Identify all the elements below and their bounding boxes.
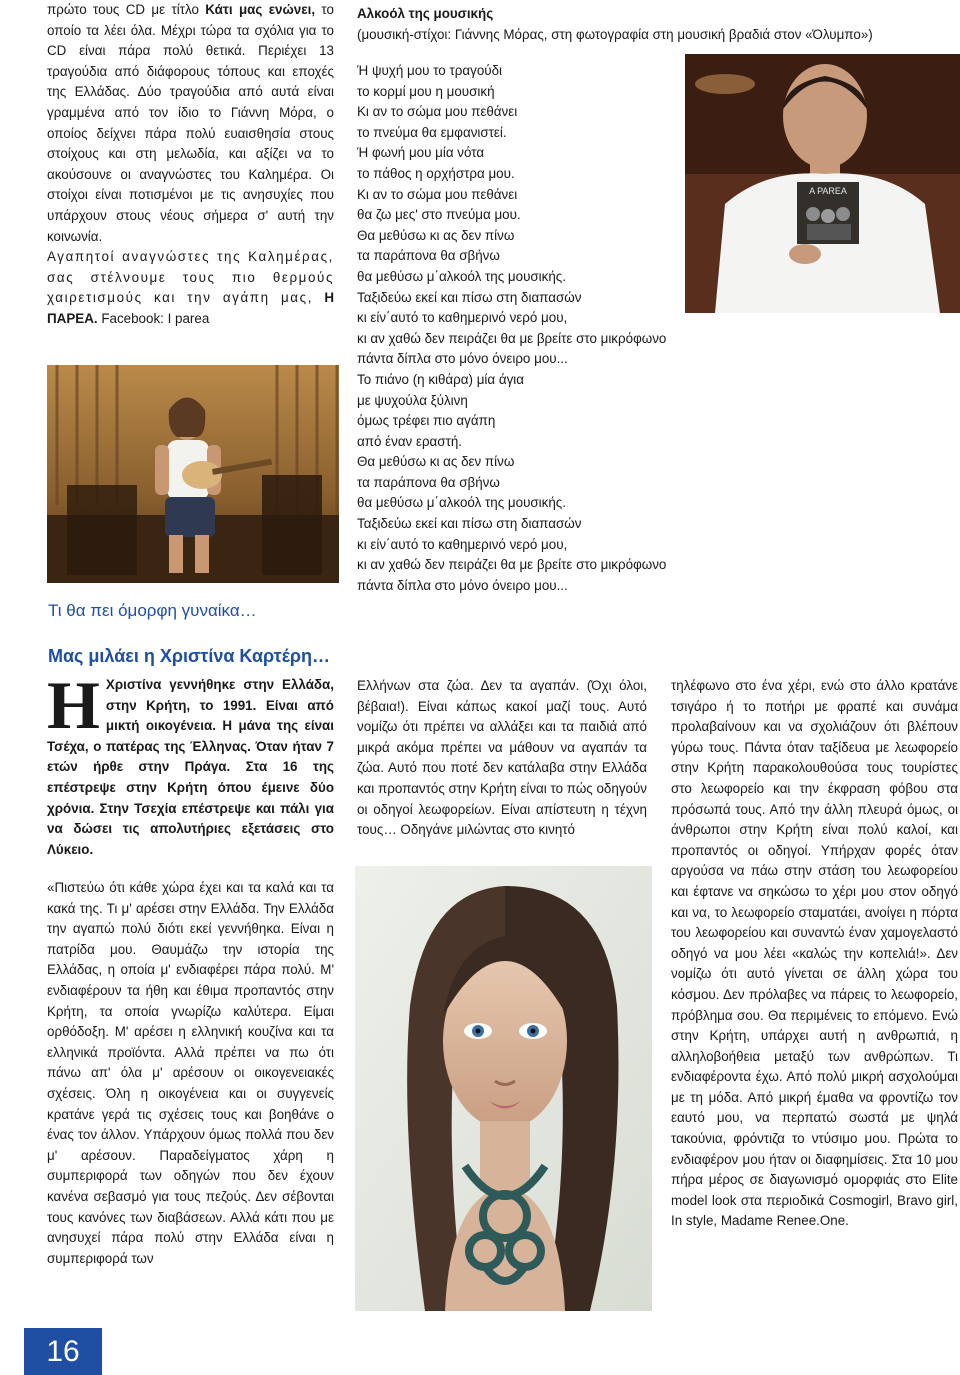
poem-line: Κι αν το σώμα μου πεθάνει bbox=[357, 186, 518, 202]
poem-line: τα παράπονα θα σβήνω bbox=[357, 248, 500, 264]
singer-with-cd-photo bbox=[685, 54, 960, 313]
poem-line: όμως τρέφει πιο αγάπη bbox=[357, 413, 496, 429]
guitarist-studio-photo bbox=[47, 365, 339, 583]
poem-line: θα μεθύσω μ΄αλκοόλ της μουσικής. bbox=[357, 268, 566, 284]
poem-line: πάντα δίπλα στο μόνο όνειρο μου... bbox=[357, 577, 568, 593]
intro-lead: πρώτο τους CD με τίτλο bbox=[47, 2, 206, 17]
article-subtitle: Μας μιλάει η Χριστίνα Καρτέρη… bbox=[48, 646, 330, 666]
interview-col-1: «Πιστεύω ότι κάθε χώρα έχει και τα καλά και τα κακά της. Τι μ' αρέσει στην Ελλάδα. Την Ελλάδα την αγαπώ πολύ διότι εκεί γεννήθηκα. Είναι η πατρίδα μου. Θαυμάζω την ιστορία της Ελλάδας, η οποία μ' ενδιαφέρει πάρα πολύ. Μ' ενδιαφέρουν τα ήθη και έθιμα προπαντός στην Κρήτη, τα οποία γνωρίζω καλύτερα. Είμαι ορθόδοξη. Μ' αρέσει η ελληνική κουζίνα και τα ελληνικά προϊόντα. Αλλά πρέπει να πω ότι πάνω απ' όλα μ' αρέσουν οι οικογενειακές σχέσεις. Όλη η οικογένεια και οι συγγενείς κρατάνε γερά τις σχέσεις τους και βοηθάνε ο ένας τον άλλον. Υπάρχουν όμως πολλά που δεν μ' αρέσουν. Παραδείγματος χάρη η συμπεριφορά των οδηγών που δεν έχουν κανένα σεβασμό για τους πεζούς. Δεν σέβονται τους κανόνες των διαβάσεων. Αλλά κάτι που με ανησυχεί πάρα πολύ στην Ελλάδα είναι η συμπεριφορά των bbox=[47, 880, 334, 1266]
drop-cap: Η bbox=[47, 667, 100, 743]
poem-line: κι είν΄αυτό το καθημερινό νερό μου, bbox=[357, 536, 568, 552]
interview-col-3: τηλέφωνο στο ένα χέρι, ενώ στο άλλο κρατάνε τσιγάρο ή το ποτήρι με φραπέ και συνάμα προλαβαίνουν και να σχολιάζουν ότι βλέπουν γύρω τους. Πάντα όταν ταξίδευα με λεωφορείο στην Κρήτη παρακολουθούσα τους τουρίστες στο λεωφορείο και την έκφραση φόβου στα πρόσωπά τους. Από την άλλη πλευρά όμως, οι άνθρωποι στην Κρήτη είναι πολύ καλοί, και προπαντός οι οδηγοί. Υπήρχαν φορές όταν αργούσα να πάω στην στάση του λεωφορείου και έφτανε να σηκώσω το χέρι μου στον οδηγό και να, το λεωφορείο σταματάει, ανοίγει η πόρτα του λεωφορείου και συναντώ έναν χαμογελαστό οδηγό να μου λέει «καλώς την κοπελιά!». Δεν νομίζω ότι αυτό γίνεται σε άλλη χώρα του κόσμου. Δεν πρόλαβες να πάρεις το λεωφορείο, πρόβλημα σου. Θα περιμένεις το επόμενο. Ενώ στην Κρήτη, υπάρχει αυτή η ανθρωπιά, η αλληλοβοήθεια μεταξύ των ανθρώπων. Τι ενδιαφέροντα έχω. Από πολύ μικρή ασχολούμαι με τη μόδα. Από μικρή έμαθα να φροντίζω τον εαυτό μου, να περπατώ σωστά με ψηλά τακούνια, φρόντιζα το ντύσιμο μου. Πρώτα το ενδιαφέρον μου ήταν οι διαφημίσεις. Στα 10 μου πήρα μέρος σε διαγωνισμό ομορφιάς στο Elite model look στα περιοδικά Cosmogirl, Bravo girl, In style, Madame Renee.One. bbox=[671, 678, 958, 1229]
christina-portrait-photo bbox=[355, 866, 652, 1311]
poem-line: κι αν χαθώ δεν πειράζει θα με βρείτε στο μικρόφωνο bbox=[357, 330, 667, 346]
poem-credit: (μουσική-στίχοι: Γιάννης Μόρας, στη φωτογραφία στη μουσική βραδιά στον «Όλυμπο») bbox=[357, 26, 873, 42]
poem-line: Ταξιδεύω εκεί και πίσω στη διαπασών bbox=[357, 516, 582, 532]
greeting-text: Αγαπητοί αναγνώστες της Καλημέρας, σας στέλνουμε τους πιο θερμούς χαιρετισμούς και την αγάπη μας, bbox=[47, 249, 334, 306]
poem-line: το πνεύμα θα εμφανιστεί. bbox=[357, 124, 507, 140]
poem-line: πάντα δίπλα στο μόνο όνειρο μου... bbox=[357, 351, 568, 367]
poem-line: το πάθος η ορχήστρα μου. bbox=[357, 165, 515, 181]
greeting-signature: Η ΠΑΡΕΑ. bbox=[47, 290, 334, 326]
poem-line: κι είν΄αυτό το καθημερινό νερό μου, bbox=[357, 310, 568, 326]
poem-line: θα μεθύσω μ΄αλκοόλ της μουσικής. bbox=[357, 495, 566, 511]
intro-body: το οποίο τα λέει όλα. Μέχρι τώρα τα σχόλια για το CD είναι πάρα πολύ θετικά. Περιέχει 13 τραγούδια από διάφορους τόπους και εποχές της Ελλάδας. Δύο τραγούδια από αυτά είναι γραμμένα από τον ίδιο το Γιάννη Μόρα, ο οποίος δείχνει πάρα πολύ ευαισθησία στους στοίχους και στη μελωδία, και αξίζει να το ακούσουνε οι αναγνώστες του Καλημέρα. Οι στοίχοι είναι ποτισμένοι με τις ανησυχίες που υπάρχουν στους νέους σήμερα σ' αυτή την κοινωνία. bbox=[47, 2, 334, 244]
interview-col-2: Ελλήνων στα ζώα. Δεν τα αγαπάν. (Όχι όλοι, βέβαια!). Είναι κάπως κακοί μαζί τους. Αυτό νομίζω ότι πρέπει να αλλάξει και τα παιδιά από μικρά ακόμα πρέπει να μάθουν να αγαπάν τα ζώα. Αυτό που ποτέ δεν κατάλαβα στην Ελλάδα και προπαντός στην Κρήτη είναι το πώς οδηγούν οι οδηγοί λεωφορείων. Είναι απίστευτη η τέχνη τους… Οδηγάνε μιλώντας στο κινητό bbox=[357, 678, 647, 838]
lead-text: Χριστίνα γεννήθηκε στην Ελλάδα, στην Κρήτη, το 1991. Είναι από μικτή οικογένεια. Η μάνα της είναι Τσέχα, ο πατέρας της Έλληνας. Όταν ήταν 7 ετών ήρθε στην Πράγα. Στα 16 της επέστρεψε στην Κρήτη όπου έμεινε δύο χρόνια. Στην Τσεχία επέστρεψε και πάλι για να δώσει τις απολυτήριες εξετάσεις στο Λύκειο. bbox=[47, 677, 334, 857]
poem-line: θα ζω μες' στο πνεύμα μου. bbox=[357, 207, 521, 223]
intro-text bbox=[47, 0, 334, 330]
poem-line: Κι αν το σώμα μου πεθάνει bbox=[357, 104, 518, 120]
poem-line: Θα μεθύσω κι ας δεν πίνω bbox=[357, 454, 515, 470]
poem-line: Ταξιδεύω εκεί και πίσω στη διαπασών bbox=[357, 289, 582, 305]
poem-line: κι αν χαθώ δεν πειράζει θα με βρείτε στο μικρόφωνο bbox=[357, 557, 667, 573]
poem-line: το κορμί μου η μουσική bbox=[357, 83, 495, 99]
page-number: 16 bbox=[24, 1328, 102, 1375]
poem-line: Ή ψυχή μου το τραγούδι bbox=[357, 63, 503, 78]
poem-header bbox=[357, 4, 957, 45]
poem-line: από έναν εραστή. bbox=[357, 433, 463, 449]
poem-line: Ή φωνή μου μία νότα bbox=[357, 145, 485, 161]
poem-line: Θα μεθύσω κι ας δεν πίνω bbox=[357, 227, 515, 243]
interview-lead bbox=[47, 667, 334, 860]
cd-cover-text: A PAREA bbox=[809, 186, 847, 196]
poem-line: Το πιάνο (η κιθάρα) μία άγια bbox=[357, 371, 525, 387]
section-heading: Τι θα πει όμορφη γυναίκα… bbox=[48, 601, 257, 620]
facebook-link-text: Facebook: I parea bbox=[97, 310, 210, 326]
poem-line: με ψυχούλα ξύλινη bbox=[357, 392, 468, 408]
poem-line: τα παράπονα θα σβήνω bbox=[357, 474, 500, 490]
poem-title: Αλκοόλ της μουσικής bbox=[357, 6, 494, 21]
cd-title: Κάτι μας ενώνει, bbox=[205, 2, 316, 17]
